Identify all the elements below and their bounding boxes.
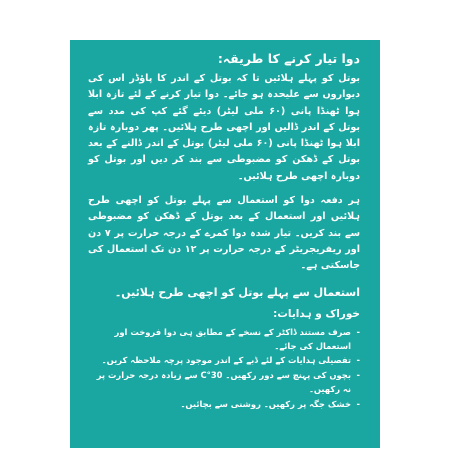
dosage-item-leaflet: - تفصیلی ہدایات کے لئے ڈبے کے اندر موجود پرچہ ملاحظہ کریں۔ [88,353,360,367]
bullet-icon: - [356,355,360,366]
preparation-paragraph: بوتل کو پہلے ہلائیں تا کہ بوتل کے اندر کا پاؤڈر اس کی دیواروں سے علیحدہ ہو جائے۔ دوا تیار کرنے کے لئے تازہ ابلا ہوا ٹھنڈا پانی (۶۰ ملی لیٹر) دیئے گئے کپ کی مدد سے بوتل کے اندر ڈالیں اور اچھی طرح ہلائیں۔ پھر دوبارہ تازہ ابلا ہوا ٹھنڈا پانی (۶۰ ملی لیٹر) بوتل کے اندر ڈالنے کے بعد بوتل کے ڈھکن کو مضبوطی سے بند کر دیں اور بوتل کو دوبارہ اچھی طرح ہلائیں۔ [88,73,360,182]
usage-storage-paragraph: ہر دفعہ دوا کو استعمال سے پہلے بوتل کو اچھی طرح ہلائیں اور استعمال کے بعد بوتل کے ڈھکن کو مضبوطی سے بند کریں۔ تیار شدہ دوا کمرے کے درجہ حرارت پر ۷ دن اور ریفریجریٹر کے درجہ حرارت پر ۱۲ دن تک استعمال کی جاسکتی ہے۔ [88,195,360,272]
dosage-list [88,325,360,411]
bullet-icon: - [356,326,360,337]
instruction-panel [70,40,380,448]
dosage-item-prescription: - صرف مستند ڈاکٹر کے نسخے کے مطابق ہی دوا فروخت اور استعمال کی جائے۔ [114,326,360,351]
dosage-item-children-temperature: - بچوں کی پہنچ سے دور رکھیں۔ 30°C سے زیادہ درجہ حرارت پر نہ رکھیں۔ [96,369,360,395]
bullet-icon: - [356,398,360,409]
bullet-icon: - [356,369,360,380]
dosage-heading: خوراک و ہدایات: [273,307,360,320]
dosage-item-dry-place: - خشک جگہ پر رکھیں۔ روشنی سے بچائیں۔ [88,397,360,411]
preparation-heading: دوا تیار کرنے کا طریقہ: [217,51,360,66]
shake-before-use-note: استعمال سے پہلے بوتل کو اچھی طرح ہلائیں۔ [114,285,360,299]
